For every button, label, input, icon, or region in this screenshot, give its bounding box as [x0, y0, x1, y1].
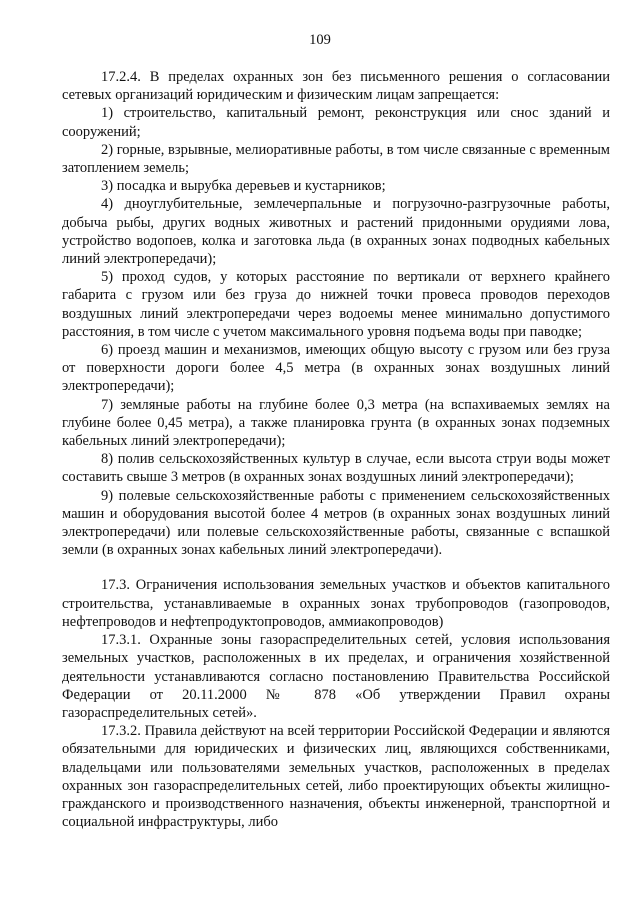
- page-body: [62, 68, 610, 831]
- paragraph-17-3-1: 17.3.1. Охранные зоны газораспределительных сетей, условия использования земельных участков, расположенных в их пределах, и ограничения хозяйственной деятельности устанавливаются согласно постановлению Правительства Российской Федерации от 20.11.2000 № 878 «Об утверждении Правил охраны газораспределительных сетей».: [62, 632, 610, 721]
- page-number: 109: [309, 32, 331, 48]
- list-item-2: 2) горные, взрывные, мелиоративные работы, в том числе связанные с временным затоплением земель;: [62, 141, 610, 177]
- paragraph-17-2-4: 17.2.4. В пределах охранных зон без письменного решения о согласовании сетевых организаций юридическим и физическим лицам запрещается:: [62, 69, 610, 104]
- list-item-1: 1) строительство, капитальный ремонт, реконструкция или снос зданий и сооружений;: [62, 105, 610, 140]
- list-item-5: 5) проход судов, у которых расстояние по вертикали от верхнего крайнего габарита с грузом или без груза до нижней точки провеса проводов переходов воздушных линий электропередачи через водоемы менее минимально допустимого расстояния, в том числе с учетом максимального уровня подъема воды при паводке;: [62, 269, 610, 340]
- list-item-6: 6) проезд машин и механизмов, имеющих общую высоту с грузом или без груза от поверхности дороги более 4,5 метра (в охранных зонах воздушных линий электропередачи);: [62, 342, 610, 395]
- section-spacer: [62, 559, 610, 576]
- section-heading-17-3: 17.3. Ограничения использования земельных участков и объектов капитального строительства, устанавливаемые в охранных зонах трубопроводов (газопроводов, нефтепроводов и нефтепродуктопроводов, аммиакопроводов): [62, 577, 610, 630]
- list-item-8: 8) полив сельскохозяйственных культур в случае, если высота струи воды может составить свыше 3 метров (в охранных зонах воздушных линий электропередачи);: [62, 451, 610, 486]
- list-item-3: 3) посадка и вырубка деревьев и кустарников;: [101, 178, 386, 195]
- list-item-9: 9) полевые сельскохозяйственные работы с применением сельскохозяйственных машин и оборудования высотой более 4 метров (в охранных зонах воздушных линий электропередачи) или полевые сельскохозяйственные работы, связанные с вспашкой земли (в охранных зонах кабельных линий электропередачи).: [62, 487, 610, 559]
- paragraph-17-3-2: 17.3.2. Правила действуют на всей территории Российской Федерации и являются обязательными для юридических и физических лиц, являющихся собственниками, владельцами или пользователями земельных участков, расположенных в пределах охранных зон газораспределительных сетей, либо проектирующих объекты жилищно-гражданского и производственного назначения, объекты инженерной, транспортной и социальной инфраструктуры, либо: [62, 723, 610, 831]
- list-item-4: 4) дноуглубительные, землечерпальные и погрузочно-разгрузочные работы, добыча рыбы, других водных животных и растений придонными орудиями лова, устройство водопоев, колка и заготовка льда (в охранных зонах подводных кабельных линий электропередачи);: [62, 196, 610, 268]
- list-item-7: 7) земляные работы на глубине более 0,3 метра (на вспахиваемых землях на глубине более 0,45 метра), а также планировка грунта (в охранных зонах подземных кабельных линий электропередачи);: [62, 396, 610, 450]
